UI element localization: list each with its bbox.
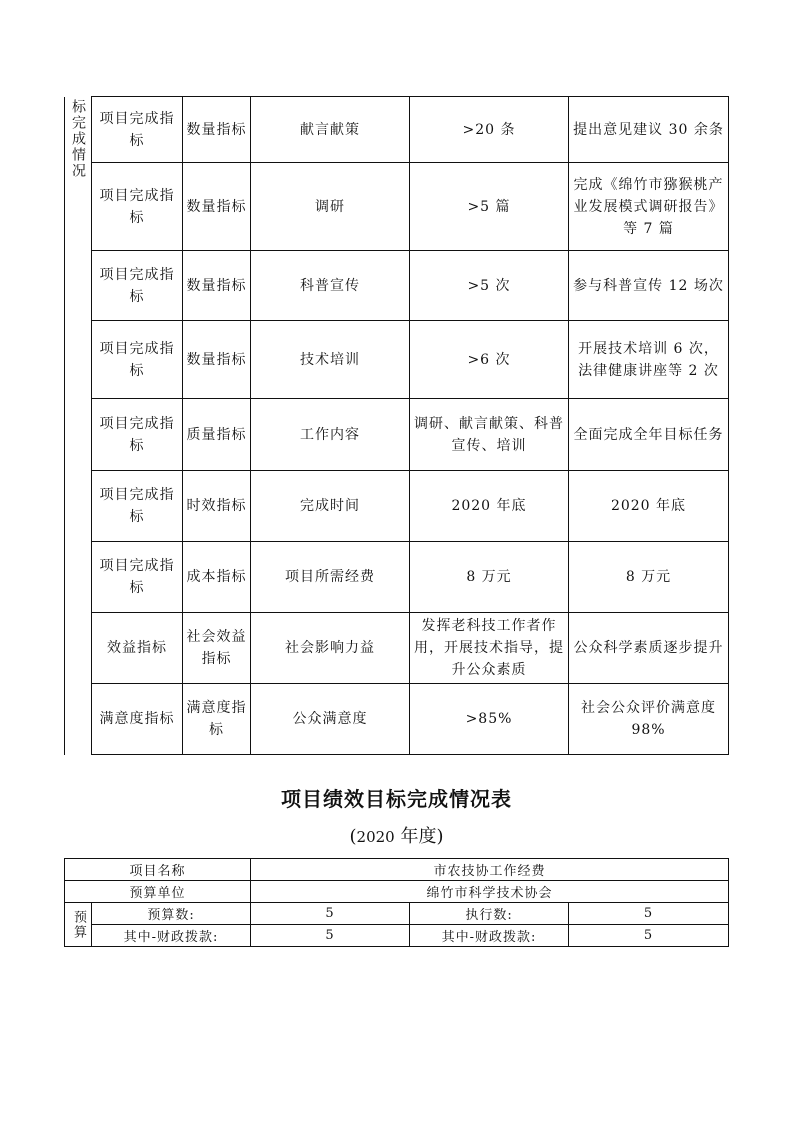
budget-side-text: 预算 <box>71 909 86 940</box>
actual-cell: 公众科学素质逐步提升 <box>569 613 729 684</box>
level2-cell: 社会效益指标 <box>183 613 251 684</box>
project-summary-table <box>64 858 729 947</box>
table-row <box>65 925 729 947</box>
actual-cell: 开展技术培训 6 次，法律健康讲座等 2 次 <box>569 321 729 399</box>
level1-cell: 项目完成指标 <box>92 321 183 399</box>
indicator-cell: 工作内容 <box>251 399 410 471</box>
indicator-cell: 公众满意度 <box>251 684 410 755</box>
fiscal-value: 5 <box>569 925 729 947</box>
level2-cell: 时效指标 <box>183 471 251 542</box>
table-row <box>65 859 729 881</box>
level2-cell: 成本指标 <box>183 542 251 613</box>
target-cell: >5 篇 <box>410 163 569 251</box>
actual-cell: 8 万元 <box>569 542 729 613</box>
table-row <box>65 613 729 684</box>
level2-cell: 数量指标 <box>183 321 251 399</box>
level1-cell: 项目完成指标 <box>92 399 183 471</box>
indicator-cell: 技术培训 <box>251 321 410 399</box>
level1-cell: 效益指标 <box>92 613 183 684</box>
table-row <box>65 251 729 321</box>
level1-cell: 项目完成指标 <box>92 97 183 163</box>
table-row <box>65 903 729 925</box>
target-cell: 8 万元 <box>410 542 569 613</box>
level1-cell: 项目完成指标 <box>92 251 183 321</box>
level1-cell: 项目完成指标 <box>92 163 183 251</box>
budget-side-label <box>65 903 92 947</box>
target-cell: >6 次 <box>410 321 569 399</box>
level2-cell: 数量指标 <box>183 163 251 251</box>
level1-cell: 项目完成指标 <box>92 542 183 613</box>
level2-cell: 满意度指标 <box>183 684 251 755</box>
fiscal-label: 其中-财政拨款: <box>410 925 569 947</box>
target-cell: 发挥老科技工作者作用，开展技术指导，提升公众素质 <box>410 613 569 684</box>
fiscal-year <box>0 822 793 848</box>
indicator-cell: 调研 <box>251 163 410 251</box>
target-cell: >85% <box>410 684 569 755</box>
level1-cell: 项目完成指标 <box>92 471 183 542</box>
actual-cell: 完成《绵竹市猕猴桃产业发展模式调研报告》等 7 篇 <box>569 163 729 251</box>
table-row <box>65 399 729 471</box>
target-cell: 2020 年底 <box>410 471 569 542</box>
year-number: 2020 <box>356 828 395 846</box>
exec-count-label: 执行数: <box>410 903 569 925</box>
actual-cell: 提出意见建议 30 余条 <box>569 97 729 163</box>
level1-cell: 满意度指标 <box>92 684 183 755</box>
indicator-cell: 社会影响力益 <box>251 613 410 684</box>
target-cell: >20 条 <box>410 97 569 163</box>
actual-cell: 参与科普宣传 12 场次 <box>569 251 729 321</box>
level2-cell: 数量指标 <box>183 97 251 163</box>
indicator-cell: 项目所需经费 <box>251 542 410 613</box>
actual-cell: 全面完成全年目标任务 <box>569 399 729 471</box>
target-cell: >5 次 <box>410 251 569 321</box>
project-name-value: 市农技协工作经费 <box>251 859 729 881</box>
actual-cell: 社会公众评价满意度 98% <box>569 684 729 755</box>
year-paren-open: ( <box>349 826 357 847</box>
actual-cell: 2020 年底 <box>569 471 729 542</box>
budget-unit-label: 预算单位 <box>65 881 251 903</box>
exec-count-value: 5 <box>569 903 729 925</box>
table-row <box>65 163 729 251</box>
indicator-cell: 献言献策 <box>251 97 410 163</box>
table-row <box>65 542 729 613</box>
project-name-label: 项目名称 <box>65 859 251 881</box>
budget-count-label: 预算数: <box>92 903 251 925</box>
budget-count-value: 5 <box>251 903 410 925</box>
level2-cell: 数量指标 <box>183 251 251 321</box>
table-row <box>65 471 729 542</box>
table-row <box>65 684 729 755</box>
page-title: 项目绩效目标完成情况表 <box>281 787 512 811</box>
indicator-cell: 完成时间 <box>251 471 410 542</box>
performance-indicator-table <box>64 96 729 755</box>
budget-unit-value: 绵竹市科学技术协会 <box>251 881 729 903</box>
year-suffix: 年度) <box>394 826 444 847</box>
level2-cell: 质量指标 <box>183 399 251 471</box>
side-label: 标完成情况 <box>70 98 86 179</box>
side-label-cell <box>65 97 92 755</box>
fiscal-value: 5 <box>251 925 410 947</box>
table-row <box>65 321 729 399</box>
indicator-cell: 科普宣传 <box>251 251 410 321</box>
fiscal-label: 其中-财政拨款: <box>92 925 251 947</box>
table-row <box>65 881 729 903</box>
target-cell: 调研、献言献策、科普宣传、培训 <box>410 399 569 471</box>
table-row <box>65 97 729 163</box>
